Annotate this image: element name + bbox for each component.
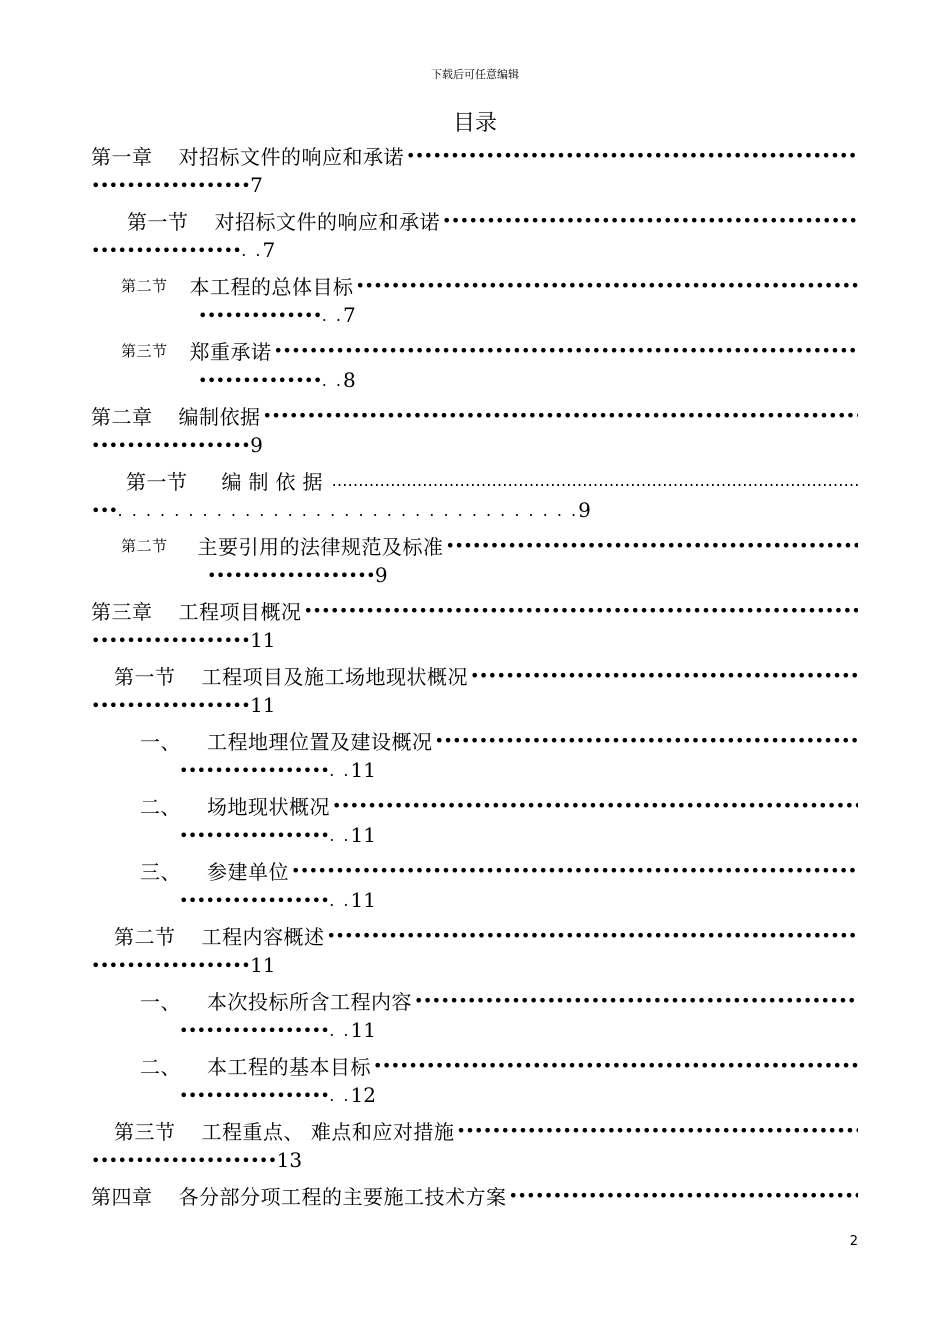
toc-entry-title: 本次投标所含工程内容 (207, 989, 412, 1014)
dot-leader (446, 536, 858, 555)
toc-entry-page: 9 (250, 433, 263, 457)
page-header: 下载后可任意编辑 (431, 68, 519, 81)
toc-entry-label: 第三节 (121, 341, 168, 360)
toc-entry-label: 第一节 (126, 469, 188, 494)
dot-leader (304, 601, 859, 620)
toc-entry-label: 第二节 (114, 924, 176, 949)
dot-leader: ••••••••••••••••••••• (91, 1150, 277, 1170)
toc-entry-label: 第二节 (121, 276, 168, 295)
toc-entry-page: 11 (350, 888, 376, 912)
toc-entry-page: 12 (350, 1083, 376, 1107)
dot-leader (373, 1056, 858, 1075)
dot-leader (327, 926, 859, 945)
dot-leader (442, 211, 858, 230)
dot-leader: •••••••••••••• (198, 305, 322, 325)
toc-entry[interactable] (0, 981, 950, 1046)
toc-entry-label: 第一节 (127, 209, 189, 234)
toc-entry-label: 三、 (140, 859, 181, 884)
toc-entry-title: 场地现状概况 (207, 794, 330, 819)
toc-entry-title: 对招标文件的响应和承诺 (214, 209, 440, 234)
toc-entry[interactable] (0, 526, 950, 591)
toc-entry[interactable] (0, 1176, 950, 1241)
toc-entry-label: 第四章 (91, 1184, 153, 1209)
dot-leader: •••••••••••••• (198, 370, 322, 390)
toc-entry-page: 8 (343, 368, 356, 392)
toc-entry[interactable] (0, 396, 950, 461)
toc-entry-page: 11 (250, 953, 276, 977)
dot-leader (356, 276, 858, 295)
dot-leader: ••• (91, 500, 118, 520)
toc-entry-title: 各分部分项工程的主要施工技术方案 (178, 1184, 507, 1209)
dot-leader (435, 731, 859, 750)
toc-entry-page: 7 (250, 173, 263, 197)
dot-leader (414, 991, 858, 1010)
toc-entry-title: 工程重点、 难点和应对措施 (201, 1119, 455, 1144)
dot-leader: •••••••••••••••••• (91, 955, 251, 975)
toc-entry-label: 第二章 (91, 404, 153, 429)
dot-leader: . . (241, 240, 263, 260)
dot-leader: •••••••••••••••••• (91, 695, 251, 715)
toc-entry-page: 13 (276, 1148, 303, 1172)
toc-entry-label: 二、 (140, 794, 181, 819)
dot-leader: ••••••••••••••••• (179, 1020, 330, 1040)
toc-entry-page: 9 (374, 563, 388, 587)
toc-entry[interactable] (0, 656, 950, 721)
dot-leader: . . . . . . . . . . . . . . . . . . . . . . . . . . . . . . . . . (117, 500, 579, 520)
toc-entry-page: 11 (250, 628, 276, 652)
dot-leader: ••••••••••••••••• (91, 240, 242, 260)
dot-leader: •••••••••••••••••• (91, 435, 251, 455)
dot-leader: •••••••••••••••••• (91, 630, 251, 650)
toc-entry-title: 对招标文件的响应和承诺 (178, 144, 404, 169)
dot-leader (332, 796, 858, 815)
toc-entry-label: 第三节 (114, 1119, 176, 1144)
toc-entry[interactable] (0, 786, 950, 851)
dot-leader: . . (329, 760, 351, 780)
toc-entry[interactable] (0, 591, 950, 656)
dot-leader: . . (329, 1085, 351, 1105)
toc-entry-label: 第一章 (91, 144, 153, 169)
toc-entry[interactable] (0, 331, 950, 396)
dot-leader: . . (329, 825, 351, 845)
dot-leader: ••••••••••••••••• (179, 1085, 330, 1105)
toc-entry[interactable] (0, 851, 950, 916)
toc-entry[interactable] (0, 1046, 950, 1111)
toc-entry-page: 11 (250, 693, 276, 717)
toc-entry-page: 7 (343, 303, 356, 327)
toc-entry-title: 郑重承诺 (189, 339, 272, 364)
toc-entry-label: 一、 (140, 989, 181, 1014)
table-of-contents (0, 136, 950, 1241)
dot-leader (291, 861, 858, 880)
dot-leader: ••••••••••••••••• (179, 825, 330, 845)
toc-entry-page: 11 (350, 1018, 376, 1042)
toc-entry-title: 工程地理位置及建设概况 (207, 729, 433, 754)
dot-leader: . . (329, 1020, 351, 1040)
toc-entry[interactable] (0, 916, 950, 981)
toc-entry[interactable] (0, 201, 950, 266)
toc-entry-title: 工程内容概述 (201, 924, 325, 949)
toc-entry-title: 参建单位 (207, 859, 289, 884)
toc-entry[interactable] (0, 136, 950, 201)
toc-entry[interactable] (0, 721, 950, 786)
toc-entry-label: 第一节 (114, 664, 176, 689)
toc-entry-label: 二、 (140, 1054, 181, 1079)
toc-title: 目录 (452, 111, 497, 136)
dot-leader: ••••••••••••••••• (179, 890, 330, 910)
toc-entry-page: 11 (350, 823, 376, 847)
dot-leader: •••••••••••••••••• (91, 175, 251, 195)
toc-entry-page: 7 (262, 238, 276, 262)
dot-leader (332, 471, 859, 490)
dot-leader (263, 406, 859, 425)
dot-leader (456, 1121, 858, 1140)
toc-entry-page: 11 (350, 758, 376, 782)
toc-entry-label: 第三章 (91, 599, 153, 624)
toc-entry-label: 一、 (140, 729, 181, 754)
toc-entry-title: 编制依据 (221, 469, 330, 494)
toc-entry-title: 工程项目及施工场地现状概况 (201, 664, 468, 689)
dot-leader: . . (321, 370, 343, 390)
dot-leader: . . (329, 890, 351, 910)
dot-leader (406, 146, 858, 165)
page-number: 2 (849, 1234, 858, 1249)
toc-entry-title: 本工程的总体目标 (189, 274, 354, 299)
dot-leader (470, 666, 858, 685)
toc-entry[interactable] (0, 1111, 950, 1176)
toc-entry[interactable] (0, 461, 950, 526)
dot-leader (274, 341, 858, 360)
toc-entry-title: 工程项目概况 (178, 599, 302, 624)
toc-entry-label: 第二节 (121, 536, 168, 555)
toc-entry-title: 编制依据 (178, 404, 261, 429)
dot-leader: ••••••••••••••••• (179, 760, 330, 780)
toc-entry-page: 9 (578, 498, 591, 522)
toc-entry[interactable] (0, 266, 950, 331)
dot-leader (509, 1186, 859, 1205)
dot-leader: . . (321, 305, 343, 325)
toc-entry-title: 主要引用的法律规范及标准 (197, 534, 444, 559)
dot-leader: ••••••••••••••••••• (207, 565, 375, 585)
toc-entry-title: 本工程的基本目标 (207, 1054, 371, 1079)
